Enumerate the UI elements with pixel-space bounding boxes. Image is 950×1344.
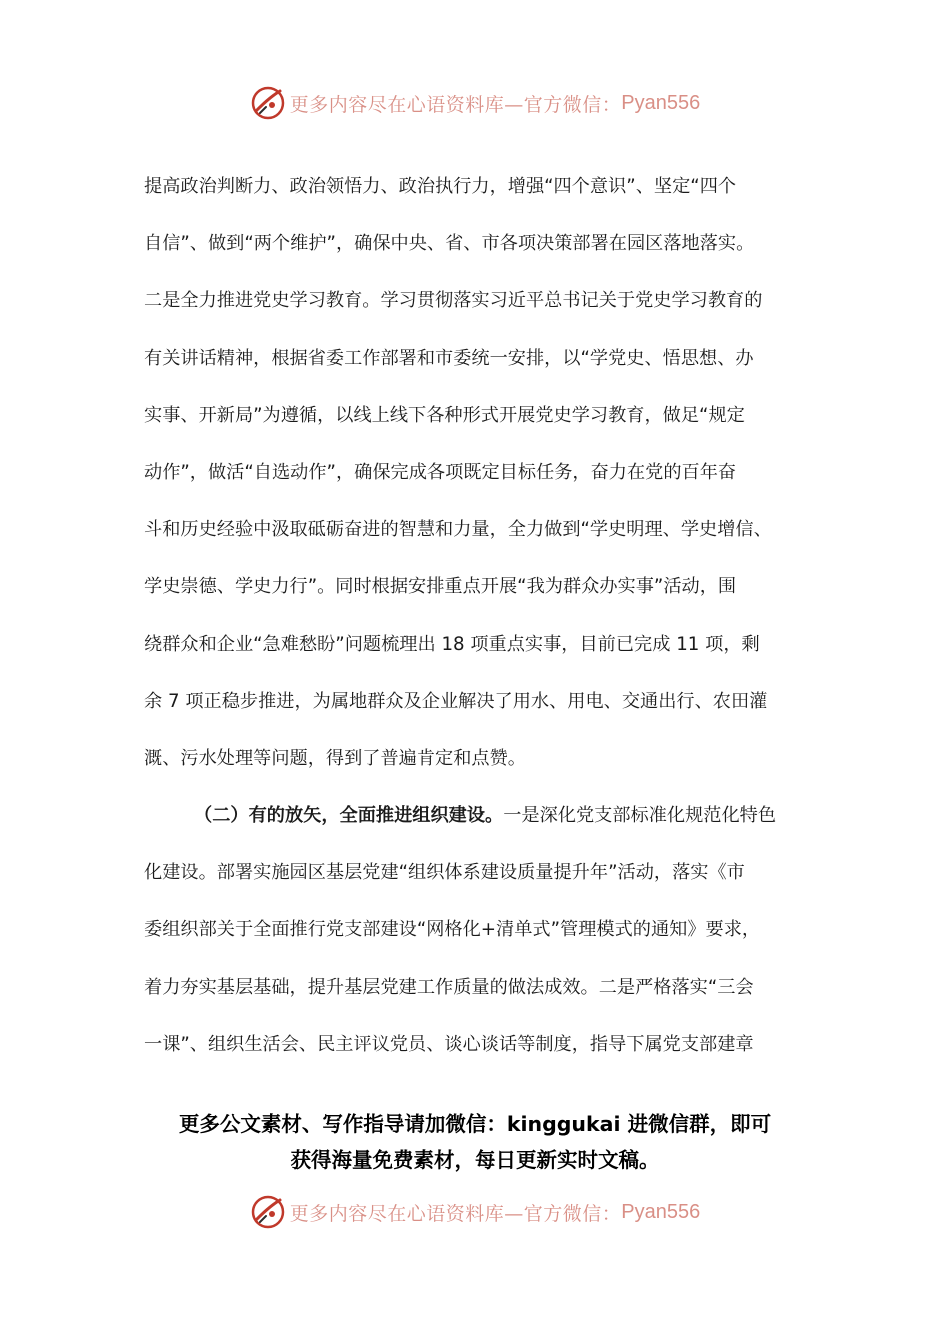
header-banner-text: 更多内容尽在心语资料库—官方微信： bbox=[289, 93, 622, 116]
footer-banner bbox=[0, 1192, 950, 1232]
body-line: 一课”、组织生活会、民主评议党员、谈心谈话等制度，指导下属党支部建章 bbox=[144, 1033, 754, 1055]
body-line: 着力夯实基层基础，提升基层党建工作质量的做法成效。二是严格落实“三会 bbox=[144, 976, 754, 998]
body-line: 委组织部关于全面推行党支部建设“网格化+清单式”管理模式的通知》要求， bbox=[144, 919, 761, 941]
pen-logo-icon bbox=[250, 1194, 286, 1230]
body-line: 实事、开新局”为遵循，以线上线下各种形式开展党史学习教育，做足“规定 bbox=[144, 404, 745, 426]
promo-line-2: 获得海量免费素材，每日更新实时文稿。 bbox=[290, 1148, 660, 1172]
body-line: 化建设。部署实施园区基层党建“组织体系建设质量提升年”活动，落实《市 bbox=[144, 862, 745, 884]
body-line: 有关讲话精神，根据省委工作部署和市委统一安排，以“学党史、悟思想、办 bbox=[144, 347, 754, 369]
pen-logo-icon bbox=[250, 85, 286, 121]
header-banner-handle: Pyan556 bbox=[621, 91, 701, 114]
header-banner bbox=[0, 83, 950, 123]
footer-banner-text: 更多内容尽在心语资料库—官方微信： bbox=[289, 1202, 622, 1225]
body-line: 余 7 项正稳步推进，为属地群众及企业解决了用水、用电、交通出行、农田灌 bbox=[144, 690, 768, 712]
body-line: 二是全力推进党史学习教育。学习贯彻落实习近平总书记关于党史学习教育的 bbox=[144, 290, 763, 312]
body-line: 学史崇德、学史力行”。同时根据安排重点开展“我为群众办实事”活动，围 bbox=[144, 576, 737, 598]
section-heading-line bbox=[144, 787, 814, 844]
section-first-line-text: 一是深化党支部标准化规范化特色 bbox=[503, 805, 777, 827]
footer-banner-handle: Pyan556 bbox=[621, 1200, 701, 1223]
promo-notice bbox=[0, 1106, 950, 1178]
body-line: 溉、污水处理等问题，得到了普遍肯定和点赞。 bbox=[144, 747, 526, 769]
section-heading: （二）有的放矢，全面推进组织建设。 bbox=[194, 805, 504, 827]
body-line: 自信”、做到“两个维护”，确保中央、省、市各项决策部署在园区落地落实。 bbox=[144, 233, 755, 255]
body-line: 动作”，做活“自选动作”，确保完成各项既定目标任务，奋力在党的百年奋 bbox=[144, 461, 737, 483]
body-line: 斗和历史经验中汲取砥砺奋进的智慧和力量，全力做到“学史明理、学史增信、 bbox=[144, 519, 772, 541]
body-line: 提高政治判断力、政治领悟力、政治执行力，增强“四个意识”、坚定“四个 bbox=[144, 176, 737, 197]
body-line: 绕群众和企业“急难愁盼”问题梳理出 18 项重点实事，目前已完成 11 项，剩 bbox=[144, 633, 760, 655]
document-body bbox=[144, 158, 814, 1073]
promo-line-1: 更多公文素材、写作指导请加微信：kinggukai 进微信群，即可 bbox=[178, 1112, 772, 1136]
